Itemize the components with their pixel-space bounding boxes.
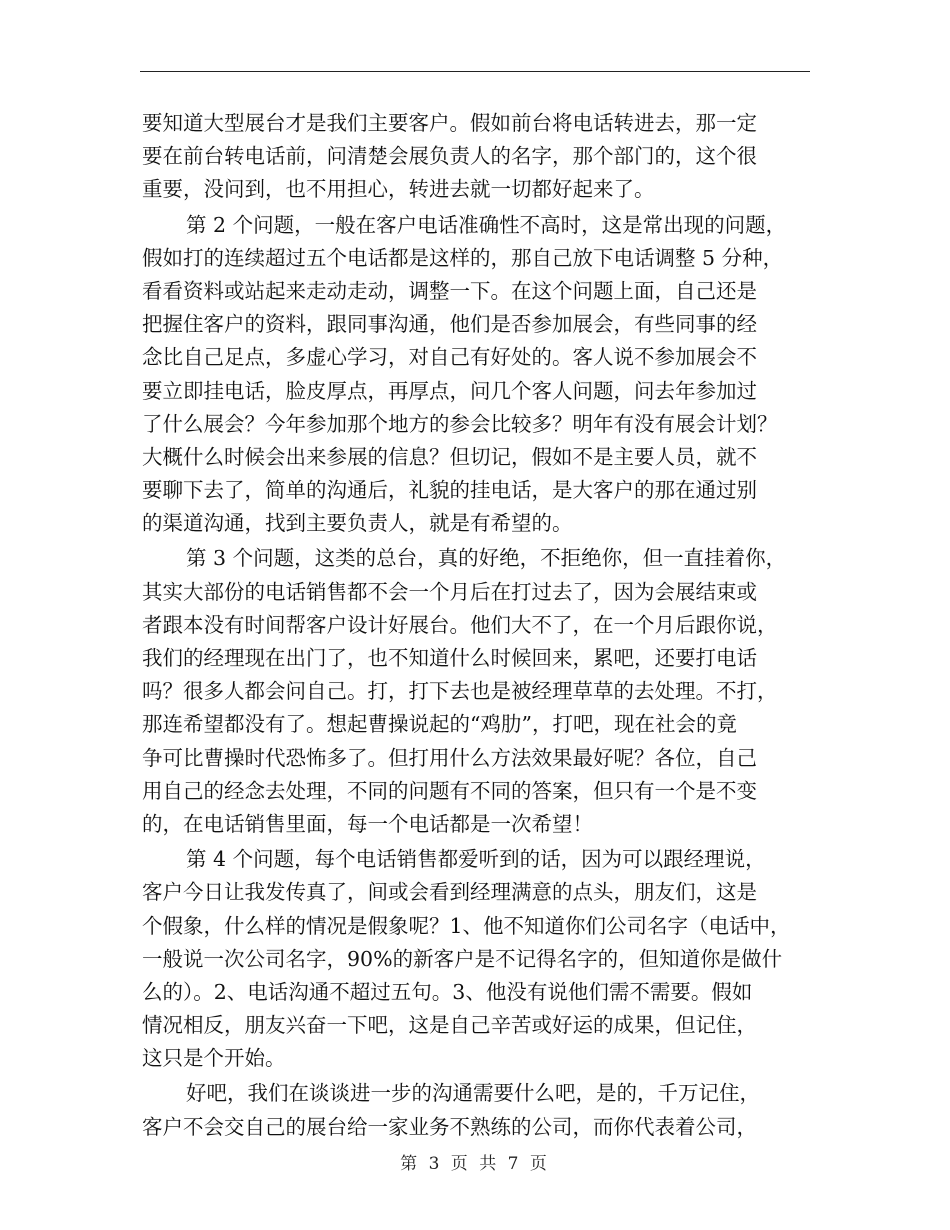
text-line: 的，在电话销售里面，每一个电话都是一次希望！ — [142, 811, 593, 836]
text-line: 情况相反，朋友兴奋一下吧，这是自己辛苦或好运的成果，但记住， — [142, 1013, 757, 1038]
text-line: 者跟本没有时间帮客户设计好展台。他们大不了，在一个月后跟你说， — [142, 612, 778, 637]
text-line: 念比自己足点，多虚心学习，对自己有好处的。客人说不参加展会不 — [142, 345, 757, 370]
text-line: 第 4 个问题，每个电话销售都爱听到的话，因为可以跟经理说， — [186, 847, 766, 872]
text-line: 了什么展会？今年参加那个地方的参会比较多？明年有没有展会计划？ — [142, 411, 778, 436]
text-line: 假如打的连续超过五个电话都是这样的，那自己放下电话调整 5 分种， — [142, 245, 784, 270]
text-line: 要聊下去了，简单的沟通后，礼貌的挂电话，是大客户的那在通过别 — [142, 478, 757, 503]
text-line: 用自己的经念去处理，不同的问题有不同的答案，但只有一个是不变 — [142, 778, 757, 803]
text-line: 第 3 个问题，这类的总台，真的好绝，不拒绝你，但一直挂着你， — [186, 546, 787, 571]
text-line: 要立即挂电话，脸皮厚点，再厚点，问几个客人问题，问去年参加过 — [142, 378, 757, 403]
text-line: 的渠道沟通，找到主要负责人，就是有希望的。 — [142, 511, 573, 536]
paragraph-2 — [142, 209, 814, 541]
paragraph-5 — [142, 1077, 814, 1143]
text-line: 我们的经理现在出门了，也不知道什么时候回来，累吧，还要打电话 — [142, 646, 757, 670]
header-rule — [140, 71, 810, 72]
text-line: 好吧，我们在谈谈进一步的沟通需要什么吧，是的，千万记住， — [186, 1081, 760, 1106]
text-line: 个假象，什么样的情况是假象呢？1、他不知道你们公司名字（电话中， — [142, 913, 791, 938]
text-line: 大概什么时候会出来参展的信息？但切记，假如不是主要人员，就不 — [142, 444, 757, 469]
paragraph-1 — [142, 107, 814, 207]
text-line: 第 2 个问题，一般在客户电话准确性不高时，这是常出现的问题， — [186, 212, 787, 237]
body-text — [142, 107, 814, 1144]
text-line: 要知道大型展台才是我们主要客户。假如前台将电话转进去，那一定 — [142, 111, 757, 135]
text-line: 客户今日让我发传真了，间或会看到经理满意的点头，朋友们，这是 — [142, 880, 757, 905]
page-number-footer: 第 3 页 共 7 页 — [400, 1154, 550, 1174]
text-line: 客户不会交自己的展台给一家业务不熟练的公司，而你代表着公司， — [142, 1114, 757, 1139]
text-line: 这只是个开始。 — [142, 1046, 286, 1071]
text-line: 其实大部份的电话销售都不会一个月后在打过去了，因为会展结束或 — [142, 579, 757, 604]
text-line: 把握住客户的资料，跟同事沟通，他们是否参加展会，有些同事的经 — [142, 312, 757, 337]
text-line: 看看资料或站起来走动走动，调整一下。在这个问题上面，自己还是 — [142, 278, 757, 303]
paragraph-3 — [142, 542, 814, 841]
text-line: 要在前台转电话前，问清楚会展负责人的名字，那个部门的，这个很 — [142, 144, 757, 169]
paragraph-4 — [142, 843, 814, 1075]
text-line: 重要，没问到，也不用担心，转进去就一切都好起来了。 — [142, 177, 655, 202]
text-line: 吗？很多人都会问自己。打，打下去也是被经理草草的去处理。不打， — [142, 679, 778, 704]
text-line: 一般说一次公司名字，90%的新客户是不记得名字的，但知道你是做什 — [142, 946, 783, 971]
text-line: 那连希望都没有了。想起曹操说起的“鸡肋”，打吧，现在社会的竟 — [142, 712, 737, 737]
text-line: 争可比曹操时代恐怖多了。但打用什么方法效果最好呢？各位，自己 — [142, 745, 757, 770]
text-line: 么的）。2、电话沟通不超过五句。3、他没有说他们需不需要。假如 — [142, 979, 753, 1004]
